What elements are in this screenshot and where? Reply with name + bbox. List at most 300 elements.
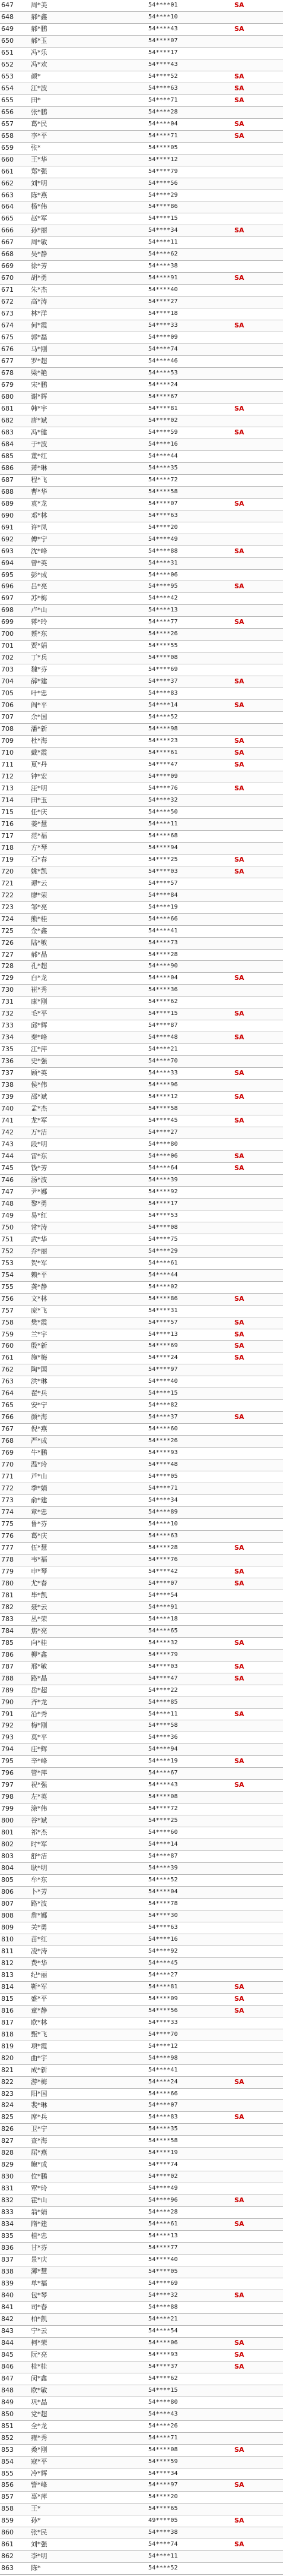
person-name: 段*明 — [31, 1140, 47, 1148]
sa-flag: SA — [234, 1033, 244, 1042]
person-name: 彭*成 — [31, 570, 47, 579]
row-number: 815 — [1, 1994, 14, 2003]
table-row — [0, 1483, 283, 1495]
masked-id: 54****74 — [148, 2541, 178, 2548]
row-number: 686 — [1, 464, 14, 472]
masked-id: 54****05 — [148, 2268, 178, 2275]
table-row — [0, 1507, 283, 1519]
sa-flag: SA — [234, 1994, 244, 2003]
row-number: 679 — [1, 381, 14, 389]
masked-id: 54****13 — [148, 2233, 178, 2240]
row-number: 717 — [1, 831, 14, 840]
masked-id: 54****18 — [148, 310, 178, 317]
person-name: 薛*建 — [31, 677, 47, 686]
row-number: 736 — [1, 1057, 14, 1065]
masked-id: 54****84 — [148, 891, 178, 898]
masked-id: 54****25 — [148, 856, 178, 863]
person-name: 郝*鑫 — [31, 12, 47, 21]
table-row — [0, 131, 283, 143]
person-name: 桂*桂 — [31, 2362, 47, 2370]
person-name: 范*福 — [31, 831, 47, 840]
person-name: 訾*峰 — [31, 2481, 47, 2489]
row-number: 712 — [1, 772, 14, 780]
table-row — [0, 1175, 283, 1187]
person-name: 曹*华 — [31, 487, 47, 496]
row-number: 777 — [1, 1543, 14, 1552]
person-name: 韩*宇 — [31, 404, 47, 412]
person-name: 薄*慧 — [31, 2268, 47, 2276]
sa-flag: SA — [234, 855, 244, 863]
table-row — [0, 487, 283, 499]
table-row — [0, 890, 283, 902]
masked-id: 54****76 — [148, 1556, 178, 1563]
person-name: 樊*霞 — [31, 1318, 47, 1326]
masked-id: 54****03 — [148, 868, 178, 875]
person-name: 宁*云 — [31, 2326, 47, 2335]
person-name: 廖*荣 — [31, 891, 47, 899]
table-row — [0, 2029, 283, 2041]
masked-id: 54****94 — [148, 844, 178, 851]
masked-id: 54****85 — [148, 1698, 178, 1705]
row-number: 822 — [1, 2077, 14, 2086]
person-name: 陈* — [31, 2564, 41, 2572]
person-name: 文*林 — [31, 1294, 47, 1303]
masked-id: 54****66 — [148, 2090, 178, 2097]
masked-id: 54****37 — [148, 1414, 178, 1421]
row-number: 678 — [1, 369, 14, 377]
person-name: 翁*娟 — [31, 2208, 47, 2216]
masked-id: 54****71 — [148, 96, 178, 103]
table-row — [0, 1294, 283, 1306]
masked-id: 54****06 — [148, 2339, 178, 2346]
row-number: 676 — [1, 345, 14, 354]
table-row — [0, 546, 283, 558]
row-number: 707 — [1, 713, 14, 721]
masked-id: 54****42 — [148, 595, 178, 602]
person-name: 温*玲 — [31, 1461, 47, 1469]
table-row — [0, 570, 283, 582]
masked-id: 54****09 — [148, 773, 178, 780]
masked-id: 54****45 — [148, 1117, 178, 1124]
person-name: 刘*强 — [31, 2540, 47, 2549]
table-row — [0, 1092, 283, 1103]
row-number: 794 — [1, 1745, 14, 1754]
table-row — [0, 1317, 283, 1329]
masked-id: 54****28 — [148, 2209, 178, 2216]
masked-id: 54****96 — [148, 2197, 178, 2204]
table-row — [0, 2124, 283, 2136]
masked-id: 54****14 — [148, 1841, 178, 1848]
masked-id: 54****48 — [148, 1461, 178, 1468]
sa-flag: SA — [234, 1757, 244, 1765]
table-row — [0, 1495, 283, 1507]
row-number: 863 — [1, 2564, 14, 2572]
masked-id: 54****91 — [148, 1603, 178, 1610]
person-name: 乔*丽 — [31, 1247, 47, 1255]
masked-id: 54****39 — [148, 1865, 178, 1872]
masked-id: 54****56 — [148, 179, 178, 187]
row-number: 856 — [1, 2481, 14, 2489]
person-name: 汤*波 — [31, 1175, 47, 1184]
masked-id: 54****63 — [148, 512, 178, 519]
table-row — [0, 2385, 283, 2397]
masked-id: 54****11 — [148, 239, 178, 246]
masked-id: 54****40 — [148, 2256, 178, 2263]
table-row — [0, 1258, 283, 1270]
row-number: 675 — [1, 333, 14, 342]
table-row — [0, 2243, 283, 2255]
table-row — [0, 2515, 283, 2527]
person-name: 柳*鑫 — [31, 1650, 47, 1659]
person-name: 毛*平 — [31, 1010, 47, 1018]
row-number: 834 — [1, 2220, 14, 2228]
masked-id: 54****49 — [148, 535, 178, 543]
masked-id: 54****57 — [148, 879, 178, 887]
row-number: 697 — [1, 594, 14, 603]
table-row — [0, 2409, 283, 2421]
person-name: 苏*梅 — [31, 594, 47, 603]
person-name: 牛*鹏 — [31, 1449, 47, 1457]
masked-id: 54****69 — [148, 666, 178, 673]
row-number: 775 — [1, 1520, 14, 1528]
masked-id: 54****63 — [148, 84, 178, 92]
person-name: 傅*宁 — [31, 535, 47, 543]
person-name: 查*海 — [31, 2137, 47, 2145]
masked-id: 54****77 — [148, 2244, 178, 2252]
row-number: 720 — [1, 867, 14, 875]
row-number: 847 — [1, 2374, 14, 2382]
table-row — [0, 1946, 283, 1958]
row-number: 796 — [1, 1769, 14, 1777]
table-row — [0, 1578, 283, 1590]
table-row — [0, 926, 283, 938]
table-row — [0, 368, 283, 380]
person-name: 邵*斌 — [31, 1093, 47, 1101]
table-row — [0, 2480, 283, 2492]
masked-id: 54****54 — [148, 2327, 178, 2334]
person-name: 叶*忠 — [31, 689, 47, 698]
row-number: 733 — [1, 1021, 14, 1030]
table-row — [0, 1851, 283, 1863]
row-number: 702 — [1, 654, 14, 662]
table-row — [0, 2539, 283, 2551]
table-row — [0, 1352, 283, 1364]
row-number: 763 — [1, 1377, 14, 1386]
masked-id: 54****11 — [148, 2553, 178, 2560]
person-name: 田*玉 — [31, 796, 47, 804]
table-row — [0, 1199, 283, 1210]
person-name: 管*萍 — [31, 1769, 47, 1777]
masked-id: 54****29 — [148, 1247, 178, 1254]
table-row — [0, 1887, 283, 1899]
person-name: 童*静 — [31, 2006, 47, 2014]
person-name: 崔*秀 — [31, 986, 47, 994]
person-name: 聂*云 — [31, 1603, 47, 1611]
person-name: 谷*斌 — [31, 1817, 47, 1825]
person-name: 阎*平 — [31, 701, 47, 710]
person-name: 季*娟 — [31, 1484, 47, 1493]
person-name: 任*庆 — [31, 808, 47, 816]
row-number: 757 — [1, 1306, 14, 1314]
person-name: 陈*燕 — [31, 191, 47, 199]
masked-id: 54****50 — [148, 808, 178, 815]
masked-id: 54****41 — [148, 927, 178, 934]
row-number: 840 — [1, 2291, 14, 2299]
row-number: 759 — [1, 1330, 14, 1338]
row-number: 798 — [1, 1793, 14, 1801]
masked-id: 54****62 — [148, 2375, 178, 2382]
masked-id: 54****15 — [148, 2386, 178, 2394]
table-row — [0, 534, 283, 546]
masked-id: 54****40 — [148, 1378, 178, 1385]
person-name: 欧*敏 — [31, 2386, 47, 2394]
person-name: 葛*民 — [31, 119, 47, 128]
masked-id: 54****65 — [148, 1627, 178, 1634]
masked-id: 54****82 — [148, 1402, 178, 1409]
row-number: 728 — [1, 962, 14, 970]
person-name: 席*兵 — [31, 2113, 47, 2121]
masked-id: 54****08 — [148, 654, 178, 661]
masked-id: 54****68 — [148, 832, 178, 839]
table-row — [0, 1364, 283, 1376]
masked-id: 54****47 — [148, 761, 178, 768]
table-row — [0, 1982, 283, 1994]
table-row — [0, 510, 283, 522]
person-name: 王*华 — [31, 155, 47, 163]
person-name: 左*英 — [31, 1793, 47, 1801]
row-number: 841 — [1, 2303, 14, 2311]
row-number: 844 — [1, 2338, 14, 2347]
row-number: 843 — [1, 2326, 14, 2335]
sa-flag: SA — [234, 2540, 244, 2549]
row-number: 687 — [1, 475, 14, 484]
table-row — [0, 273, 283, 285]
masked-id: 54****60 — [148, 1829, 178, 1836]
person-name: 安*宁 — [31, 1401, 47, 1410]
row-number: 699 — [1, 618, 14, 626]
table-row — [0, 107, 283, 119]
row-number: 653 — [1, 72, 14, 80]
row-number: 778 — [1, 1555, 14, 1563]
masked-id: 54****44 — [148, 452, 178, 459]
table-row — [0, 664, 283, 676]
row-number: 734 — [1, 1033, 14, 1042]
table-row — [0, 1388, 283, 1400]
table-row — [0, 2373, 283, 2385]
sa-flag: SA — [234, 867, 244, 875]
table-row — [0, 831, 283, 843]
masked-id: 54****80 — [148, 1141, 178, 1147]
table-row — [0, 427, 283, 439]
row-number: 698 — [1, 606, 14, 614]
masked-id: 54****17 — [148, 1200, 178, 1207]
table-row — [0, 403, 283, 415]
table-row — [0, 1412, 283, 1424]
row-number: 854 — [1, 2457, 14, 2465]
person-name: 何*霞 — [31, 321, 47, 330]
table-row — [0, 581, 283, 593]
masked-id: 54****33 — [148, 2019, 178, 2026]
person-name: 俞*建 — [31, 1496, 47, 1505]
person-name: 颜* — [31, 72, 41, 80]
row-number: 704 — [1, 677, 14, 686]
masked-id: 54****58 — [148, 488, 178, 495]
masked-id: 54****14 — [148, 702, 178, 709]
person-name: 张* — [31, 143, 41, 152]
person-name: 庄*辉 — [31, 1745, 47, 1754]
masked-id: 54****19 — [148, 1758, 178, 1765]
masked-id: 54****76 — [148, 784, 178, 792]
row-number: 837 — [1, 2256, 14, 2264]
person-name: 袁*龙 — [31, 499, 47, 507]
row-number: 803 — [1, 1852, 14, 1861]
table-row — [0, 795, 283, 807]
person-name: 路*晶 — [31, 1674, 47, 1682]
table-row — [0, 2468, 283, 2480]
person-name: 吕*亮 — [31, 582, 47, 591]
row-number: 658 — [1, 131, 14, 140]
table-row — [0, 1020, 283, 1032]
row-number: 790 — [1, 1698, 14, 1706]
table-row — [0, 1032, 283, 1044]
masked-id: 54****71 — [148, 2434, 178, 2441]
row-number: 782 — [1, 1603, 14, 1611]
masked-id: 54****75 — [148, 1235, 178, 1243]
row-number: 742 — [1, 1128, 14, 1137]
row-number: 784 — [1, 1626, 14, 1635]
table-row — [0, 2006, 283, 2017]
row-number: 780 — [1, 1579, 14, 1587]
row-number: 729 — [1, 974, 14, 982]
table-row — [0, 748, 283, 759]
person-name: 江*萍 — [31, 1045, 47, 1054]
table-row — [0, 2017, 283, 2029]
table-row — [0, 1187, 283, 1199]
masked-id: 54****32 — [148, 796, 178, 803]
sa-flag: SA — [234, 1, 244, 9]
masked-id: 54****07 — [148, 37, 178, 44]
row-number: 831 — [1, 2184, 14, 2193]
masked-id: 54****34 — [148, 227, 178, 234]
table-row — [0, 2255, 283, 2266]
masked-id: 54****17 — [148, 49, 178, 56]
person-name: 萧*琳 — [31, 464, 47, 472]
masked-id: 54****74 — [148, 2161, 178, 2168]
table-row — [0, 914, 283, 926]
table-row — [0, 700, 283, 712]
person-name: 潘*新 — [31, 725, 47, 733]
person-name: 杜*海 — [31, 737, 47, 745]
row-number: 862 — [1, 2552, 14, 2561]
sa-flag: SA — [234, 226, 244, 235]
table-row — [0, 297, 283, 308]
person-name: 卢*山 — [31, 606, 47, 614]
table-row — [0, 617, 283, 629]
person-name: 万*洁 — [31, 1128, 47, 1137]
row-number: 805 — [1, 1876, 14, 1884]
masked-id: 54****98 — [148, 2054, 178, 2061]
table-row — [0, 593, 283, 605]
row-number: 719 — [1, 855, 14, 863]
person-name: 巩*晶 — [31, 2398, 47, 2406]
masked-id: 54****01 — [148, 2, 178, 8]
row-number: 824 — [1, 2101, 14, 2110]
masked-id: 54****45 — [148, 1959, 178, 1966]
person-name: 霍*山 — [31, 2196, 47, 2205]
row-number: 838 — [1, 2268, 14, 2276]
sa-flag: SA — [234, 96, 244, 104]
table-row — [0, 178, 283, 190]
masked-id: 54****92 — [148, 1188, 178, 1195]
table-row — [0, 2433, 283, 2445]
table-row — [0, 1934, 283, 1946]
row-number: 812 — [1, 1959, 14, 1967]
row-number: 705 — [1, 689, 14, 698]
table-row — [0, 2159, 283, 2171]
masked-id: 54****81 — [148, 1983, 178, 1990]
sa-flag: SA — [234, 1069, 244, 1077]
masked-id: 54****27 — [148, 1129, 178, 1136]
masked-id: 54****25 — [148, 1817, 178, 1824]
sa-flag: SA — [234, 582, 244, 591]
person-name: 牟*东 — [31, 1876, 47, 1884]
table-row — [0, 2397, 283, 2409]
person-name: 高*涛 — [31, 298, 47, 306]
row-number: 656 — [1, 108, 14, 116]
masked-id: 54****19 — [148, 903, 178, 910]
row-number: 663 — [1, 191, 14, 199]
table-row — [0, 2527, 283, 2539]
row-number: 776 — [1, 1531, 14, 1540]
masked-id: 54****63 — [148, 1532, 178, 1539]
masked-id: 54****06 — [148, 1152, 178, 1159]
row-number: 779 — [1, 1567, 14, 1575]
person-name: 姜*慧 — [31, 819, 47, 828]
masked-id: 54****09 — [148, 334, 178, 341]
table-row — [0, 2492, 283, 2504]
person-name: 孟*杰 — [31, 1105, 47, 1113]
masked-id: 54****69 — [148, 2280, 178, 2287]
row-number: 668 — [1, 250, 14, 258]
masked-id: 54****03 — [148, 1663, 178, 1670]
person-name: 成*新 — [31, 2066, 47, 2074]
person-name: 杨*伟 — [31, 203, 47, 211]
sa-flag: SA — [234, 2350, 244, 2359]
person-name: 司*春 — [31, 2303, 47, 2311]
table-row — [0, 1306, 283, 1317]
table-row — [0, 2195, 283, 2207]
person-name: 史*强 — [31, 1057, 47, 1065]
table-row — [0, 2148, 283, 2159]
sa-flag: SA — [234, 1413, 244, 1421]
table-row — [0, 2219, 283, 2231]
person-name: 祁*杰 — [31, 1828, 47, 1837]
masked-id: 54****88 — [148, 2303, 178, 2310]
table-row — [0, 1626, 283, 1638]
table-row — [0, 1471, 283, 1483]
table-row — [0, 95, 283, 107]
row-number: 802 — [1, 1840, 14, 1849]
masked-id: 54****28 — [148, 951, 178, 958]
masked-id: 54****11 — [148, 820, 178, 827]
row-number: 813 — [1, 1970, 14, 1979]
person-name: 时*军 — [31, 1840, 47, 1849]
person-name: 孙*丽 — [31, 226, 47, 235]
sa-flag: SA — [234, 2517, 244, 2525]
person-name: 郝*鹏 — [31, 24, 47, 33]
masked-id: 54****71 — [148, 132, 178, 139]
masked-id: 54****69 — [148, 1342, 178, 1350]
